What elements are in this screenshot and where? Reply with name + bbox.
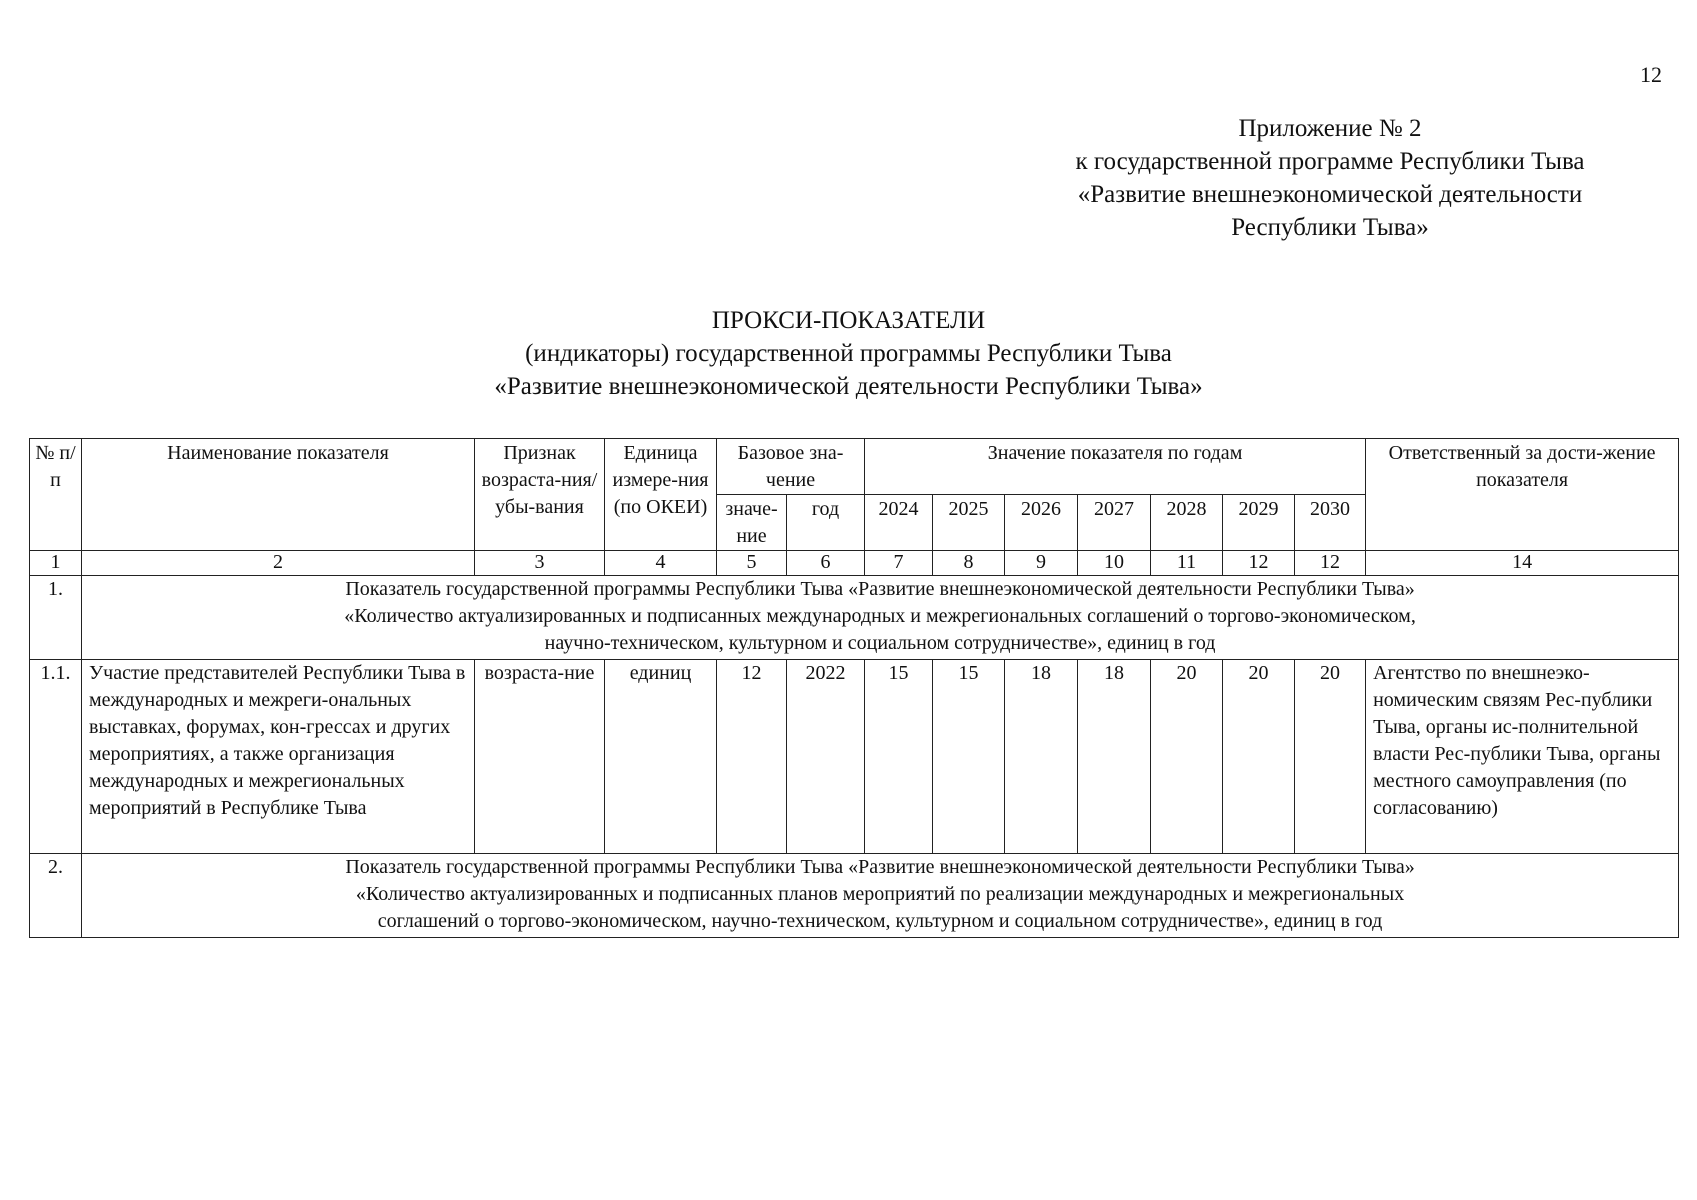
- header-year: 2029: [1223, 495, 1295, 551]
- header-base: Базовое зна-чение: [717, 439, 865, 495]
- header-year: 2026: [1005, 495, 1078, 551]
- header-num: № п/п: [30, 439, 82, 551]
- column-number: 9: [1005, 551, 1078, 576]
- row-1-1-num: 1.1.: [30, 660, 82, 854]
- header-year: 2024: [865, 495, 933, 551]
- header-name: Наименование показателя: [82, 439, 475, 551]
- header-years-group: Значение показателя по годам: [865, 439, 1366, 495]
- section-1-line: Показатель государственной программы Республики Тыва «Развитие внешнеэкономической деятельности Республики Тыва»: [345, 578, 1415, 600]
- column-number: 7: [865, 551, 933, 576]
- column-number: 3: [475, 551, 605, 576]
- header-responsible: Ответственный за дости-жение показателя: [1366, 439, 1679, 551]
- title-line-2: (индикаторы) государственной программы Республики Тыва: [525, 340, 1172, 367]
- header-year: 2027: [1078, 495, 1151, 551]
- row-1-1-value: 20: [1295, 660, 1366, 854]
- appendix-note: [1010, 112, 1650, 244]
- column-number: 1: [30, 551, 82, 576]
- row-1-1-name: Участие представителей Республики Тыва в международных и межреги-ональных выставках, форумах, кон-грессах и других мероприятиях, а также организация международных и межрегиональных мероприятий в Республике Тыва: [82, 660, 475, 854]
- section-2-description: [82, 854, 1679, 938]
- section-1-line: научно-техническом, культурном и социальном сотрудничестве», единиц в год: [544, 632, 1216, 654]
- column-number: 6: [787, 551, 865, 576]
- header-sign: Признак возраста-ния/ убы-вания: [475, 439, 605, 551]
- row-1-1-sign: возраста-ние: [475, 660, 605, 854]
- section-1-description: [82, 576, 1679, 660]
- row-1-1-base-value: 12: [717, 660, 787, 854]
- row-1-1-unit: единиц: [605, 660, 717, 854]
- column-number: 8: [933, 551, 1005, 576]
- section-1-num: 1.: [30, 576, 82, 660]
- section-2-line: соглашений о торгово-экономическом, научно-техническом, культурном и социальном сотрудничестве», единиц в год: [377, 910, 1383, 932]
- indicators-table: [29, 438, 1679, 938]
- column-number: 2: [82, 551, 475, 576]
- header-year: 2025: [933, 495, 1005, 551]
- column-number: 5: [717, 551, 787, 576]
- row-1-1-value: 15: [865, 660, 933, 854]
- section-1-line: «Количество актуализированных и подписанных международных и межрегиональных соглашений о торгово-экономическом,: [344, 605, 1416, 627]
- appendix-line: «Развитие внешнеэкономической деятельности: [1077, 181, 1583, 208]
- appendix-line: Республики Тыва»: [1231, 214, 1429, 241]
- column-number: 10: [1078, 551, 1151, 576]
- row-1-1-value: 15: [933, 660, 1005, 854]
- row-1-1-value: 18: [1078, 660, 1151, 854]
- row-1-1-value: 20: [1223, 660, 1295, 854]
- title-line-3: «Развитие внешнеэкономической деятельности Республики Тыва»: [494, 373, 1203, 400]
- column-number: 11: [1151, 551, 1223, 576]
- row-1-1-value: 20: [1151, 660, 1223, 854]
- section-2-line: «Количество актуализированных и подписанных планов мероприятий по реализации международных и межрегиональных: [355, 883, 1405, 905]
- row-1-1-value: 18: [1005, 660, 1078, 854]
- column-number: 12: [1295, 551, 1366, 576]
- page-number: 12: [1640, 62, 1662, 87]
- column-number: 12: [1223, 551, 1295, 576]
- header-base-value: значе-ние: [717, 495, 787, 551]
- title-main: ПРОКСИ-ПОКАЗАТЕЛИ: [711, 307, 986, 334]
- column-number: 4: [605, 551, 717, 576]
- header-base-year: год: [787, 495, 865, 551]
- header-unit: Единица измере-ния (по ОКЕИ): [605, 439, 717, 551]
- header-year: 2030: [1295, 495, 1366, 551]
- section-2-num: 2.: [30, 854, 82, 938]
- section-2-line: Показатель государственной программы Республики Тыва «Развитие внешнеэкономической деятельности Республики Тыва»: [345, 856, 1415, 878]
- row-1-1-base-year: 2022: [787, 660, 865, 854]
- appendix-line: к государственной программе Республики Тыва: [1075, 148, 1585, 175]
- appendix-line: Приложение № 2: [1238, 115, 1422, 142]
- row-1-1-responsible: Агентство по внешнеэко-номическим связям Рес-публики Тыва, органы ис-полнительной власти Рес-публики Тыва, органы местного самоуправления (по согласованию): [1366, 660, 1679, 854]
- column-number: 14: [1366, 551, 1679, 576]
- header-year: 2028: [1151, 495, 1223, 551]
- document-title: [0, 304, 1697, 403]
